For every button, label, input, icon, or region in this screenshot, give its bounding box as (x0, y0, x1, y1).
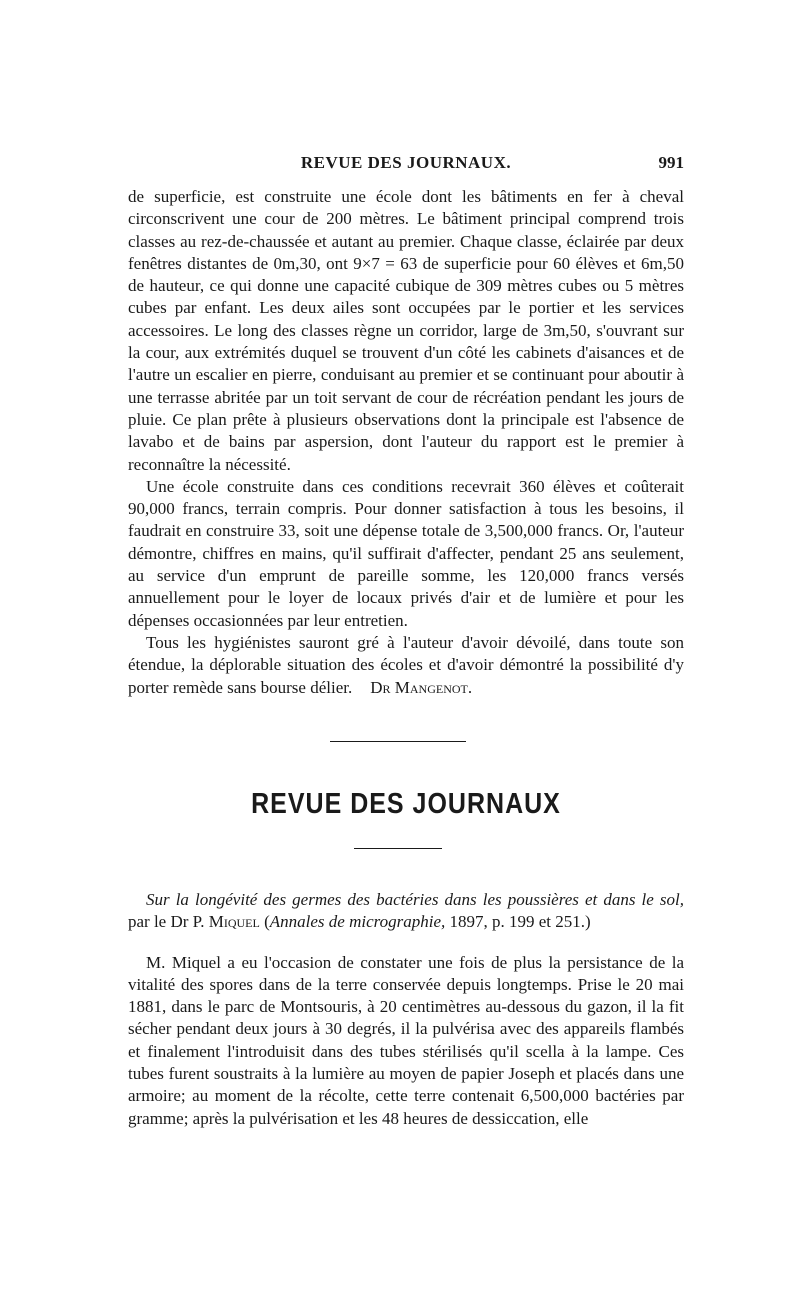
report-text (128, 186, 684, 699)
running-title: REVUE DES JOURNAUX. (300, 153, 512, 172)
report-paragraph: de superficie, est construite une école dont les bâtiments en fer à cheval circonscrivent une cour de 200 mètres. Le bâtiment principal comprend trois classes au rez-de-chaussée et autant au premier. Chaque classe, éclairée par deux fenêtres distantes de 0m,30, ont 9×7 = 63 de superficie pour 60 élèves et 6m,50 de hauteur, ce qui donne une capacité cubique de 309 mètres cubes ou 5 mètres cubes par enfant. Les deux ailes sont occupées par le portier et les services accessoires. Le long des classes règne un corridor, large de 3m,50, s'ouvrant sur la cour, aux extrémités duquel se trouvent d'un côté les cabinets d'aisances et de l'autre un escalier en pierre, conduisant au premier et se continuant pour aboutir à une terrasse abritée par un toit servant de cour de récréation pendant les jours de pluie. Ce plan prête à plusieurs observations dont la principale est l'absence de lavabo et de bains par aspersion, dont l'auteur du rapport est le premier à reconnaître la nécessité. (128, 187, 684, 474)
section-divider-rule (330, 741, 466, 742)
page-number: 991 (658, 153, 684, 172)
author-signature: Dr Mangenot. (370, 677, 473, 697)
article-by: par le Dr P. (128, 912, 209, 932)
heading-underline-rule (354, 848, 442, 849)
article-body: M. Miquel a eu l'occasion de constater une fois de plus la persistance de la vitalité des spores dans de la terre conservée depuis longtemps. Prise le 20 mai 1881, dans le parc de Montsouris, à 20 centimètres au-dessous du gazon, il la fit sécher pendant deux jours à 30 degrés, il la pulvérisa avec des appareils flambés et finalement l'introduisit dans des tubes stérilisés qu'il scella à la lampe. Ces tubes furent soustraits à la lumière au moyen de papier Joseph et placés dans une armoire; au moment de la récolte, cette terre contenait 6,500,000 bactéries par gramme; après la pulvérisation et les 48 heures de dessiccation, elle (128, 952, 684, 1128)
article-author: Miquel (208, 912, 260, 932)
journal-review-article (128, 889, 684, 1130)
running-head (128, 153, 684, 179)
report-paragraph-text: Tous les hygiénistes sauront gré à l'auteur d'avoir dévoilé, dans toute son étendue, la déplorable situation des écoles et d'avoir démontré la possibilité d'y porter remède sans bourse délier. (128, 632, 684, 697)
report-paragraph: Une école construite dans ces conditions recevrait 360 élèves et coûterait 90,000 francs, terrain compris. Pour donner satisfaction à tous les besoins, il faudrait en construire 33, soit une dépense totale de 3,500,000 francs. Or, l'auteur démontre, chiffres en mains, qu'il suffirait d'affecter, pendant 25 ans seulement, au service d'un emprunt de pareille somme, les 120,000 francs versés annuellement pour le loyer de locaux privés d'air et de lumière et pour les dépenses occasionnées par leur entretien. (128, 476, 684, 630)
section-heading: REVUE DES JOURNAUX (251, 787, 561, 821)
report-paragraph (128, 632, 684, 699)
article-citation-details: 1897, p. 199 et 251.) (445, 912, 591, 932)
article-title: Sur la longévité des germes des bactéries dans les poussières et dans le sol, (146, 890, 684, 909)
article-reference (128, 889, 684, 934)
article-paren: ( (259, 912, 270, 932)
article-journal: Annales de micrographie, (269, 912, 446, 932)
